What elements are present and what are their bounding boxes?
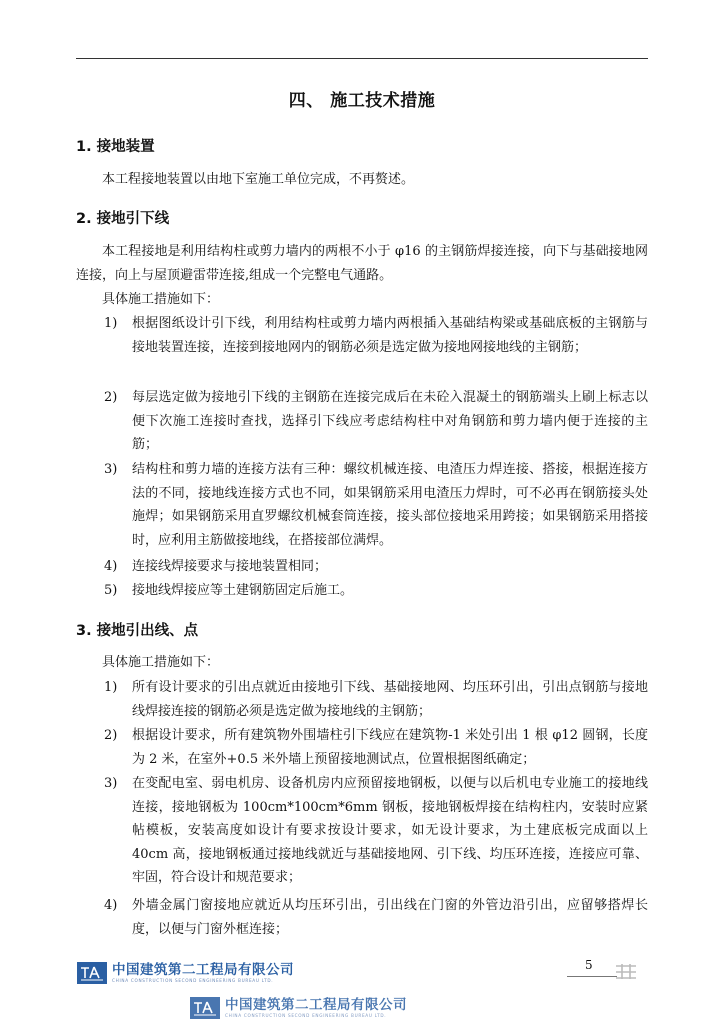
- section-3-heading: 3. 接地引出线、点: [76, 623, 199, 639]
- page-number: 5: [585, 958, 593, 972]
- list-item-text: 所有设计要求的引出点就近由接地引下线、基础接地网、均压环引出，引出点钢筋与接地线焊接连接的钢筋必须是选定做为接地线的主钢筋；: [132, 680, 648, 719]
- list-item-text: 结构柱和剪力墙的连接方法有三种：螺纹机械连接、电渣压力焊连接、搭接，根据连接方法的不同，接地线连接方式也不同，如果钢筋采用电渣压力焊时，可不必再在钢筋接头处施焊；如果钢筋采用直罗螺纹机械套筒连接，接头部位接地采用跨接；如果钢筋采用搭接时，应利用主筋做接地线，在搭接部位满焊。: [132, 462, 648, 548]
- decorative-glyph-icon: [614, 962, 638, 980]
- list-item: [76, 386, 648, 457]
- header-rule: [76, 58, 648, 59]
- list-item-number: 2): [104, 390, 118, 405]
- list-item: [76, 894, 648, 941]
- section-2-heading: 2. 接地引下线: [76, 211, 170, 227]
- list-item-number: 1): [104, 316, 118, 331]
- list-item: [76, 676, 648, 723]
- list-item-number: 4): [104, 898, 118, 913]
- company-logo-repeat: [190, 997, 407, 1019]
- section-2-paragraph: 本工程接地是利用结构柱或剪力墙内的两根不小于 φ16 的主钢筋焊接连接，向下与基础接地网连接，向上与屋顶避雷带连接,组成一个完整电气通路。: [76, 244, 648, 283]
- page-number-rule: [567, 976, 617, 977]
- chapter-title: 四、 施工技术措施: [288, 91, 436, 111]
- list-item-number: 4): [104, 559, 118, 574]
- list-item-number: 3): [104, 462, 118, 477]
- logo-mark-icon: [77, 962, 107, 984]
- company-name-english: CHINA CONSTRUCTION SECOND ENGINEERING BUREAU LTD.: [112, 977, 274, 983]
- company-name-english: CHINA CONSTRUCTION SECOND ENGINEERING BUREAU LTD.: [225, 1012, 387, 1018]
- list-item: [76, 579, 648, 603]
- list-item-text: 外墙金属门窗接地应就近从均压环引出，引出线在门窗的外管边沿引出，应留够搭焊长度，以便与门窗外框连接；: [132, 898, 648, 937]
- section-1-paragraph: 本工程接地装置以由地下室施工单位完成，不再赘述。: [102, 172, 415, 187]
- company-name: 中国建筑第二工程局有限公司: [225, 996, 407, 1013]
- list-item-number: 5): [104, 583, 118, 598]
- logo-mark-icon: [190, 997, 220, 1019]
- section-3-intro: 具体施工措施如下：: [102, 655, 220, 670]
- company-name: 中国建筑第二工程局有限公司: [112, 961, 294, 978]
- list-item: [76, 458, 648, 552]
- list-item: [76, 772, 648, 890]
- list-item: [76, 724, 648, 771]
- list-item-number: 1): [104, 680, 118, 695]
- list-item-text: 在变配电室、弱电机房、设备机房内应预留接地钢板，以便与以后机电专业施工的接地线连接，接地钢板为 100cm*100cm*6mm 钢板，接地钢板焊接在结构柱内，安装时应紧帖模板，安装高度如设计有要求按设计要求，如无设计要求，为土建底板完成面以上 40cm 高，接地钢板通过接地线就近与基础接地网、引下线、均压环连接，连接应可靠、牢固，符合设计和规范要求；: [132, 776, 648, 886]
- section-1-heading: 1. 接地装置: [76, 139, 155, 155]
- list-item-text: 连接线焊接要求与接地装置相同；: [132, 559, 328, 574]
- list-item-number: 2): [104, 728, 118, 743]
- section-2-intro: 具体施工措施如下：: [102, 292, 220, 307]
- company-logo-icon: [190, 997, 220, 1019]
- list-item-text: 每层选定做为接地引下线的主钢筋在连接完成后在未砼入混凝土的钢筋端头上刷上标志以便下次施工连接时查找，选择引下线应考虑结构柱中对角钢筋和剪力墙内便于连接的主筋；: [132, 390, 648, 453]
- list-item-text: 根据图纸设计引下线，利用结构柱或剪力墙内两根插入基础结构梁或基础底板的主钢筋与接地装置连接，连接到接地网内的钢筋必须是选定做为接地网接地线的主钢筋；: [132, 316, 648, 355]
- company-logo: [77, 962, 294, 984]
- list-item-number: 3): [104, 776, 118, 791]
- list-item: [76, 555, 648, 579]
- list-item-text: 接地线焊接应等土建钢筋固定后施工。: [132, 583, 354, 598]
- company-logo-icon: [77, 962, 107, 984]
- list-item: [76, 312, 648, 359]
- list-item-text: 根据设计要求，所有建筑物外围墙柱引下线应在建筑物-1 米处引出 1 根 φ12 圆钢，长度为 2 米，在室外+0.5 米外墙上预留接地测试点，位置根据图纸确定；: [132, 728, 648, 767]
